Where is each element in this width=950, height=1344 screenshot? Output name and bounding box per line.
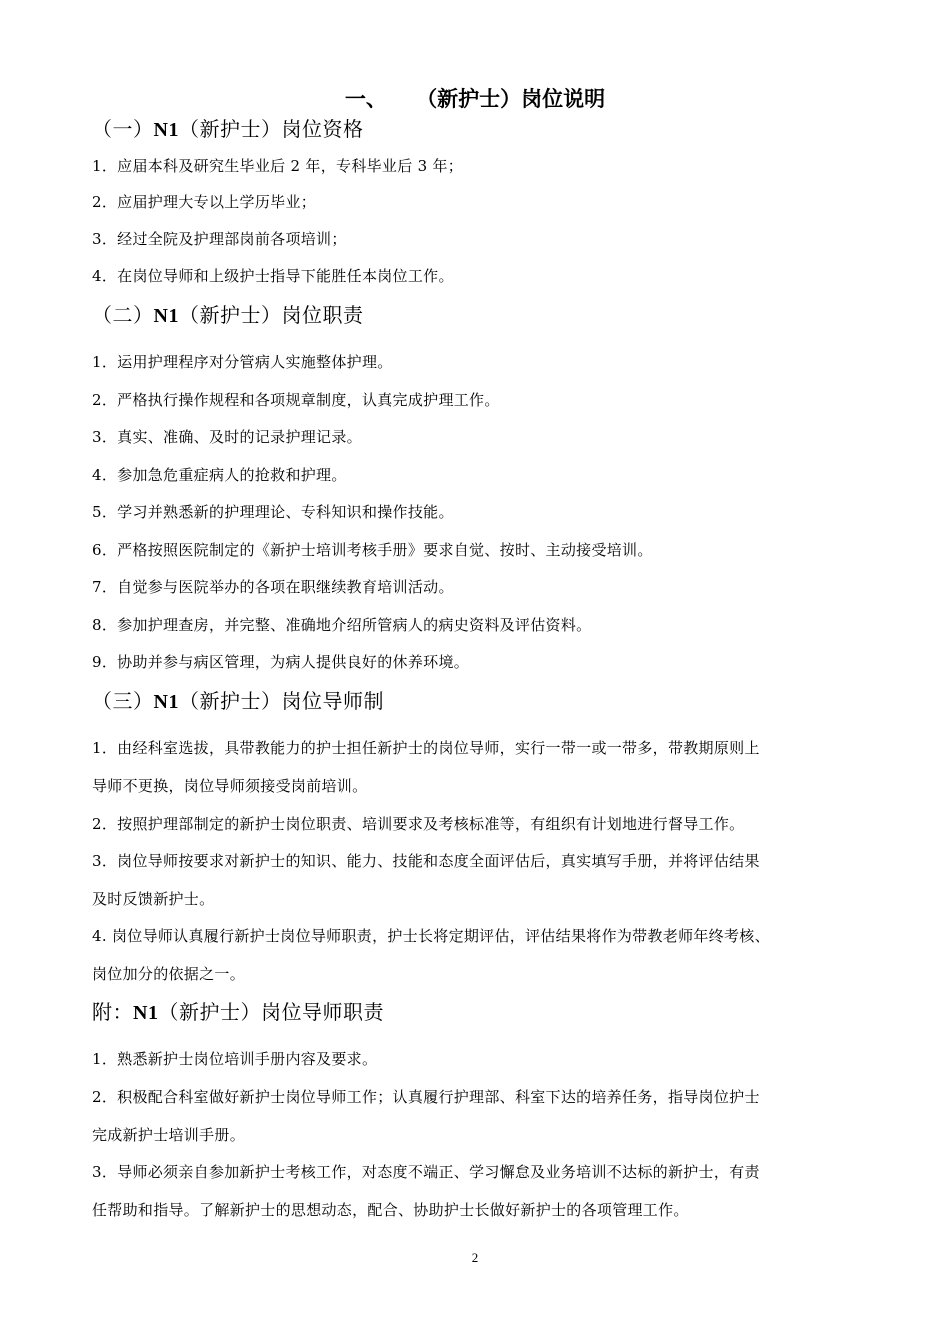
- list-item: 2．应届护理大专以上学历毕业；: [92, 193, 317, 211]
- list-item: 3．经过全院及护理部岗前各项培训；: [92, 230, 347, 248]
- heading-text: （新护士）岗位导师制: [178, 689, 384, 713]
- heading-text: （新护士）岗位导师职责: [158, 1000, 384, 1024]
- list-item: 6．严格按照医院制定的《新护士培训考核手册》要求自觉、按时、主动接受培训。: [92, 541, 653, 559]
- page-title: 一、 （新护士）岗位说明: [344, 87, 606, 111]
- heading-prefix: 附：: [92, 1000, 133, 1024]
- list-item-continued: 任帮助和指导。了解新护士的思想动态，配合、协助护士长做好新护士的各项管理工作。: [92, 1201, 689, 1219]
- list-item: 1．由经科室选拔，具带教能力的护士担任新护士的岗位导师，实行一带一或一带多，带教期原则上: [92, 739, 760, 757]
- list-item: 1．运用护理程序对分管病人实施整体护理。: [92, 353, 393, 371]
- heading-code: N1: [133, 1002, 159, 1024]
- heading-code: N1: [153, 691, 179, 713]
- list-item: 3．真实、准确、及时的记录护理记录。: [92, 428, 362, 446]
- list-item-continued: 导师不更换，岗位导师须接受岗前培训。: [92, 777, 368, 795]
- heading-prefix: （二）: [92, 303, 154, 327]
- list-item: 8．参加护理查房，并完整、准确地介绍所管病人的病史资料及评估资料。: [92, 616, 592, 634]
- list-item: 5．学习并熟悉新的护理理论、专科知识和操作技能。: [92, 503, 454, 521]
- list-item: 9．协助并参与病区管理，为病人提供良好的休养环境。: [92, 653, 470, 671]
- heading-code: N1: [153, 305, 179, 327]
- list-item: 3．导师必须亲自参加新护士考核工作，对态度不端正、学习懈怠及业务培训不达标的新护士，有责: [92, 1163, 760, 1181]
- heading-text: （新护士）岗位资格: [178, 117, 364, 141]
- section-heading-mentor-duties: [92, 998, 384, 1027]
- list-item: 1．应届本科及研究生毕业后 2 年，专科毕业后 3 年；: [92, 157, 464, 175]
- list-item: 2．严格执行操作规程和各项规章制度，认真完成护理工作。: [92, 391, 500, 409]
- list-item-continued: 及时反馈新护士。: [92, 890, 215, 908]
- list-item: 7．自觉参与医院举办的各项在职继续教育培训活动。: [92, 578, 454, 596]
- section-heading-duties: [92, 301, 363, 330]
- list-item: 3．岗位导师按要求对新护士的知识、能力、技能和态度全面评估后，真实填写手册，并将评估结果: [92, 852, 760, 870]
- heading-prefix: （三）: [92, 689, 154, 713]
- heading-prefix: （一）: [92, 117, 154, 141]
- heading-text: （新护士）岗位职责: [178, 303, 364, 327]
- list-item: 4．在岗位导师和上级护士指导下能胜任本岗位工作。: [92, 267, 454, 285]
- section-heading-qualification: [92, 115, 363, 144]
- heading-code: N1: [153, 119, 179, 141]
- page-number: 2: [471, 1250, 479, 1265]
- list-item: 4．参加急危重症病人的抢救和护理。: [92, 466, 347, 484]
- list-item-continued: 岗位加分的依据之一。: [92, 965, 246, 983]
- section-heading-mentorship: [92, 687, 384, 716]
- list-item: 2．积极配合科室做好新护士岗位导师工作；认真履行护理部、科室下达的培养任务，指导岗位护士: [92, 1088, 760, 1106]
- list-item: 2．按照护理部制定的新护士岗位职责、培训要求及考核标准等，有组织有计划地进行督导工作。: [92, 815, 745, 833]
- list-item-continued: 完成新护士培训手册。: [92, 1126, 246, 1144]
- list-item: 4. 岗位导师认真履行新护士岗位导师职责，护士长将定期评估，评估结果将作为带教老师年终考核、: [92, 927, 770, 945]
- list-item: 1．熟悉新护士岗位培训手册内容及要求。: [92, 1050, 378, 1068]
